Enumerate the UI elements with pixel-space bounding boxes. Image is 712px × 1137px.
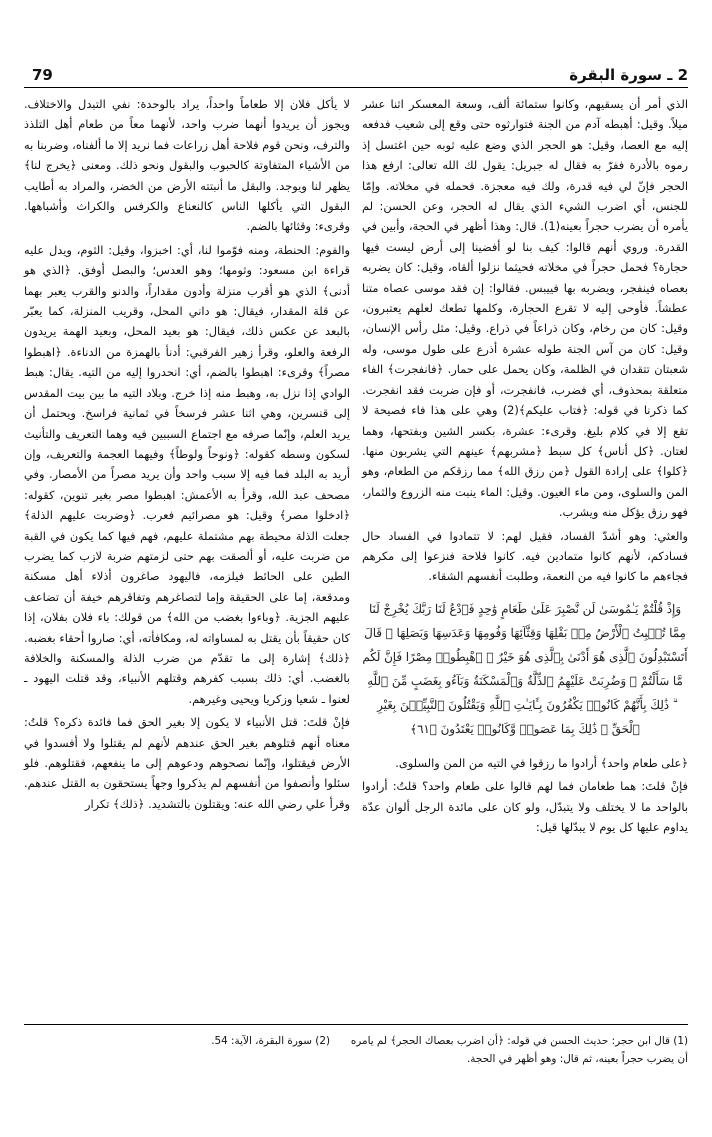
paragraph: الذي أمر أن يسقيهم، وكانوا ستمائة ألف، وسعة المعسكر اثنا عشر ميلاً. وقيل: أهبطه آدم من الجنة فتوارثوه حتى وقع إلى شعيب فدفعه إليه مع العصا، وقيل: هو الحجر الذي وضع عليه ثوبه حين اغتسل إذ رموه بالأدرة ففرّ به فقال له جبريل: يقول لك الله تعالى: ارفع هذا الحجر فإنّ لي فيه قدرة، ولك فيه معجزة. فحمله في مخلاته. وإمّا للجنس، أي اضرب الشيء الذي يقال له الحجر، وعن الحسن: لم يأمره أن يضرب حجراً بعينه(1). قال: وهذا أظهر في الحجة، وأبين في القدرة. وروي أنهم قالوا: كيف بنا لو أفضينا إلى أرض ليست فيها حجارة؟ فحمل حجراً في مخلاته فحيثما نزلوا ألقاه، وقيل: كان يضربه بعصاه فينفجر، ويضربه بها فييبس. فقالوا: إن فقد موسى عصاه متنا عطشاً. فأوحى إليه لا تقرع الحجارة، وكلمها تطعك لعلهم يعتبرون، وقيل: كان من رخام، وكان ذراعاً في ذراع. وقيل: مثل رأس الإنسان، وقيل: كان من آس الجنة طوله عشرة أذرع على طول موسى، وله شعبتان تتقدان في الظلمة، وكان يحمل على حمار. ﴿فانفجرت﴾ الفاء متعلقة بمحذوف، أي فضرب، فانفجرت، أو فإن ضربت فقد انفجرت. كما ذكرنا في قوله: ﴿فتاب عليكم﴾(2) وهي على هذا فاء فصيحة لا تقع إلا في كلام بليغ. وقرىء: عشرة، بكسر الشين وبفتحها، وهما لغتان. ﴿كل أناس﴾ كل سبط ﴿مشربهم﴾ عينهم التي يشربون منها. ﴿كلوا﴾ على إرادة القول ﴿من رزق الله﴾ مما رزقكم من الطعام، وهو المن والسلوى، ومن ماء العيون. وقيل: الماء ينبت منه الزروع والثمار، فهو رزق يؤكل منه ويشرب. <box>362 97 688 520</box>
page-number: 79 <box>32 66 53 84</box>
footnote-1: (1) قال ابن حجر: حديث الحسن في قوله: ﴿أن اضرب بعصاك الحجر﴾ لم يامره أن يضرب حجراً بعينه، ثم قال: وهو أظهر في الحجة. <box>350 1035 688 1065</box>
footnote-rule <box>24 1024 688 1025</box>
quran-verse: وَإِذْ قُلْتُمْ يَـٰمُوسَىٰ لَن نَّصْبِرَ عَلَىٰ طَعَامٍ وَٰحِدٍ فَٱدْعُ لَنَا رَبَّكَ يُخْرِجْ لَنَا مِمَّا تُنۢبِتُ ٱلْأَرْضُ مِنۢ بَقْلِهَا وَقِثَّآئِهَا وَفُومِهَا وَعَدَسِهَا وَبَصَلِهَا ۖ قَالَ أَتَسْتَبْدِلُونَ ٱلَّذِى هُوَ أَدْنَىٰ بِٱلَّذِى هُوَ خَيْرٌ ۚ ٱهْبِطُوا۟ مِصْرًا فَإِنَّ لَكُم مَّا سَأَلْتُمْ ۗ وَضُرِبَتْ عَلَيْهِمُ ٱلذِّلَّةُ وَٱلْمَسْكَنَةُ وَبَآءُو بِغَضَبٍ مِّنَ ٱللَّهِ ۗ ذَٰلِكَ بِأَنَّهُمْ كَانُوا۟ يَكْفُرُونَ بِـَٔايَـٰتِ ٱللَّهِ وَيَقْتُلُونَ ٱلنَّبِيِّـۧنَ بِغَيْرِ ٱلْحَقِّ ۗ ذَٰلِكَ بِمَا عَصَوا۟ وَّكَانُوا۟ يَعْتَدُونَ ﴿٦١﴾ <box>362 601 688 736</box>
paragraph: فإنْ قلتَ: هما طعامان فما لهم قالوا على طعام واحد؟ قلتُ: أرادوا بالواحد ما لا يختلف ولا يتبدّل، ولو كان على مائدة الرجل ألوان عدّة يداوم عليها كل يوم لا يبدّلها قيل: <box>362 779 688 834</box>
header-rule <box>24 87 688 88</box>
running-head: 2 ـ سورة البقرة <box>569 66 688 84</box>
footnote-2: (2) سورة البقرة، الآية: 54. <box>211 1035 330 1047</box>
paragraph: فإنْ قلتَ: قتل الأنبياء لا يكون إلا بغير الحق فما فائدة ذكره؟ قلتُ: معناه أنهم قتلوهم بغير الحق عندهم لأنهم لم يقتلوا ولا أفسدوا في الأرض فيقتلوا، وإنّما نصحوهم ودعوهم إلى ما ينفعهم، فقتلوهم. فلو سئلوا وأنصفوا من أنفسهم لم يذكروا وجهاً يستحقون به القتل عندهم. وقرأ علي رضي الله عنه: ويقتلون بالتشديد. ﴿ذلك﴾ تكرار <box>24 715 350 811</box>
paragraph: لا يأكل فلان إلا طعاماً واحداً، يراد بالوحدة: نفي التبدل والاختلاف. ويجوز أن يريدوا أنهما ضرب واحد، لأنهما معاً من طعام أهل التلذذ والترف، ونحن قوم فلاحة أهل زراعات فما نريد إلا ما ألفناه، وضربنا به من الأشياء المتفاوتة كالحبوب والبقول ونحو ذلك. ومعنى ﴿يخرج لنا﴾ يظهر لنا ويوجد. والبقل ما أنبتته الأرض من الخضر، والمراد به أطايب البقول التي يأكلها الناس كالنعناع والكرفس والكراث وأشباهها. وقرىء: وقثائها بالضم. <box>24 97 350 234</box>
paragraph: والعثي: وهو أشدّ الفساد، فقيل لهم: لا تتمادوا في الفساد حال فسادكم، لأنهم كانوا متمادين فيه. كانوا فلاحة فنزعوا إلى مكرهم فجاءهم ما كانوا فيه من النعمة، وطلبت أنفسهم الشقاء. <box>362 528 688 584</box>
footnotes <box>24 1032 688 1112</box>
page-header <box>24 66 688 90</box>
paragraph: والفوم: الحنطة، ومنه فوّموا لنا، أي: اخبزوا، وقيل: الثوم، ويدل عليه قراءة ابن مسعود: وثومها؛ وهو العدس؛ والبصل أوفق. ﴿الذي هو أدنى﴾ الذي هو أقرب منزلة وأدون مقداراً، والدنو والقرب يعبر بهما عن قلة المقدار، فيقال: هو داني المحل، وقريب المنزلة، كما يعبّر بالبعد عن عكس ذلك، فيقال: هو بعيد المحل، وبعيد الهمة يريدون الرفعة والعلو، وقرأ زهير الفرقبي: أدنأ بالهمزة من الدناءة. ﴿اهبطوا مصراً﴾ وقرىء: اهبطوا بالضم، أي: انحدروا إليه من التيه. يقال: هبط الوادي إذا نزل به، وهبط منه إذا خرج. وبلاد التيه ما بين بيت المقدس إلى قنسرين، وهي اثنا عشر فرسخاً في ثمانية فراسخ. ويحتمل أن يريد العلم، وإنّما صرفه مع اجتماع السببين فيه وهما التعريف والتأنيث لسكون وسطه كقوله: ﴿ونوحاً ولوطاً﴾ وفيهما العجمة والتعريف، وإن أريد به البلد فما فيه إلا سبب واحد وأن يريد مصراً من الأمصار. وفي مصحف عبد الله، وقرأ به الأعمش: اهبطوا مصر بغير تنوين، كقوله: ﴿ادخلوا مصر﴾ وقيل: هو مصرائيم فعرب. ﴿وضربت عليهم الذلة﴾ جعلت الذلة محيطة بهم مشتملة عليهم، فهم فيها كما يكون في القبة من ضربت عليه، أو ألصقت بهم حتى لزمتهم ضربة لازب كما يضرب الطين على الحائط فيلزمه، فاليهود صاغرون أذلاء أهل مسكنة ومدقعة، إما على الحقيقة وإما لتصاغرهم وتفاقرهم خيفة أن تضاعف عليهم الجزية. ﴿وباءوا بغضب من الله﴾ من قولك: باء فلان بفلان، إذا كان حقيقاً بأن يقتل به لمساواته له، ومكافأته، أي: صاروا أحقاء بغضبه. ﴿ذلك﴾ إشارة إلى ما تقدّم من ضرب الذلة والمسكنة والخلافة بالغضب. أي: ذلك بسبب كفرهم وقتلهم الأنبياء، وقد قتلت اليهود ـ لعنوا ـ شعيا وزكريا ويحيى وغيرهم. <box>24 242 350 706</box>
right-column <box>362 94 688 840</box>
left-column <box>24 94 350 817</box>
paragraph: ﴿على طعام واحد﴾ أرادوا ما رزقوا في التيه من المن والسلوى. <box>395 755 688 770</box>
